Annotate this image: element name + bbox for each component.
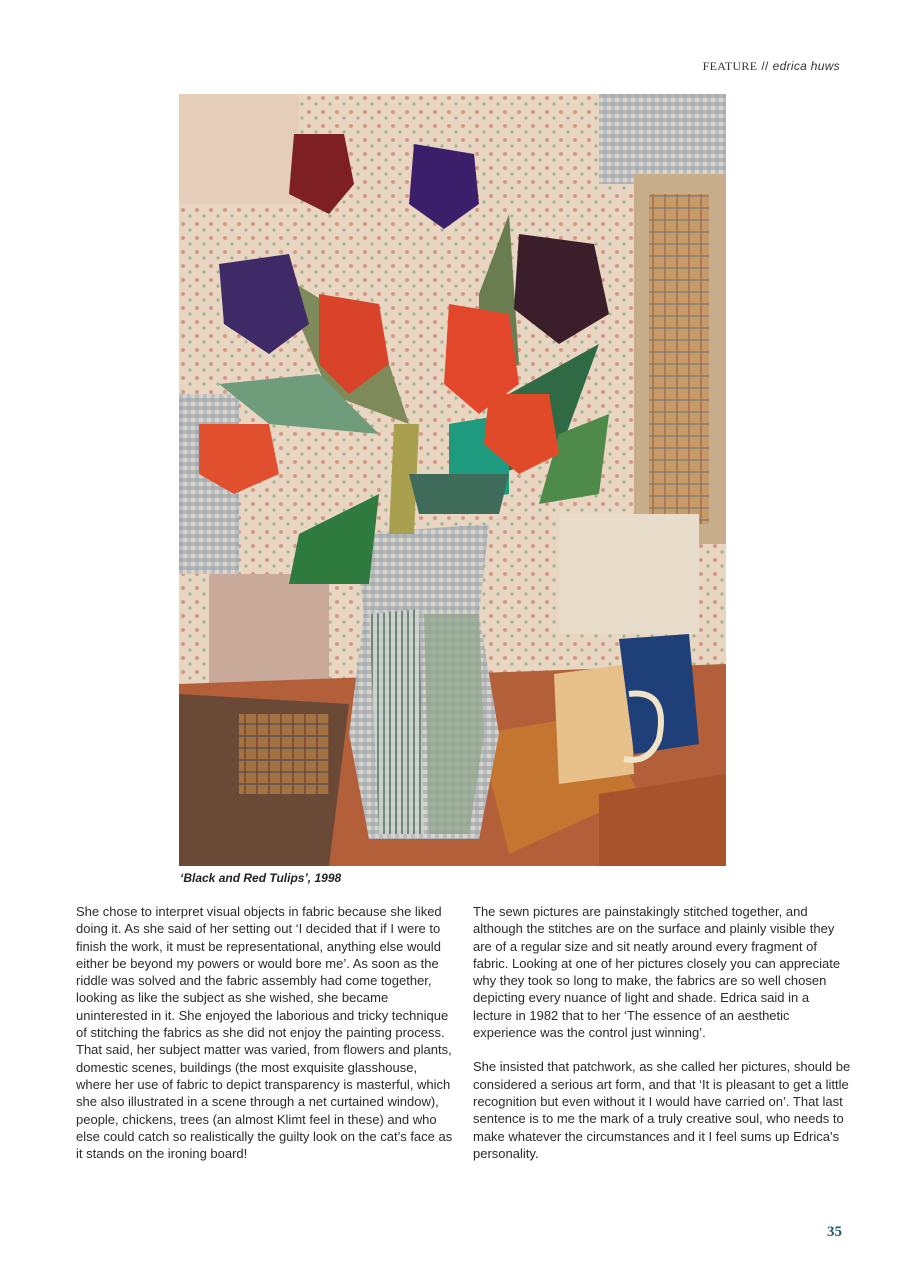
running-header	[703, 59, 840, 74]
body-column-right	[473, 903, 851, 1179]
body-column-left	[76, 903, 454, 1179]
paragraph: The sewn pictures are painstakingly stitched together, and although the stitches are on the surface and plainly visible they are of a regular size and sit neatly around every fragment of fabric. Looking at one of her pictures closely you can appreciate why they took so long to make, the fabrics are so well chosen depicting every nuance of light and shade. Edrica said in a lecture in 1982 that to her ‘The essence of an aesthetic experience was the control just winning’.	[473, 904, 841, 1041]
author-name: edrica huws	[772, 59, 840, 73]
header-separator: //	[761, 59, 769, 73]
paragraph: She chose to interpret visual objects in fabric because she liked doing it. As she said of her setting out ‘I decided that if I were to finish the work, it must be representational, anything else would either be beyond my powers or would bore me’. As soon as the riddle was solved and the fabric assembly had come together, looking as like the subject as she wished, she became uninterested in it. She enjoyed the laborious and tricky technique of stitching the fabrics as she did not enjoy the painting process. That said, her subject matter was varied, from flowers and plants, domestic scenes, buildings (the most exquisite glasshouse, where her use of fabric to depict transparency is masterful, which she also illustrated in a scene through a net curtained window), people, chickens, trees (an almost Klimt feel in these) and who else could catch so realistically the guilty look on the cat’s face as it stands on the ironing board!	[76, 904, 453, 1162]
artwork-image	[179, 94, 726, 866]
section-label: FEATURE	[702, 59, 758, 73]
page-number: 35	[827, 1224, 842, 1240]
paragraph: She insisted that patchwork, as she called her pictures, should be considered a serious art form, and that ‘It is pleasant to get a little recognition but even without it I would have carried on’. That last sentence is to me the mark of a truly creative soul, who needs to make whatever the circumstances and it I feel sums up Edrica’s personality.	[473, 1059, 851, 1161]
artwork-caption: ‘Black and Red Tulips’, 1998	[180, 871, 342, 885]
